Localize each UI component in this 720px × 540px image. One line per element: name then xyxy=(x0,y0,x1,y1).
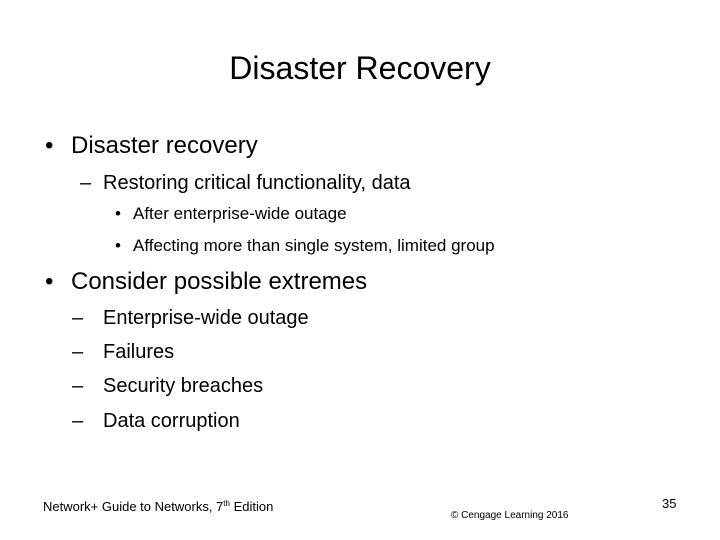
bullet-consider-extremes: Consider possible extremes xyxy=(71,268,368,295)
bullet-icon: • xyxy=(115,236,121,255)
footer-book-superscript: th xyxy=(223,499,230,508)
sub-bullet-data-corruption: Data corruption xyxy=(103,410,240,432)
dash-icon: – xyxy=(72,341,84,363)
dash-icon: – xyxy=(72,375,84,397)
bullet-icon: • xyxy=(45,268,54,295)
bullet-icon: • xyxy=(45,132,54,159)
sub-bullet-failures: Failures xyxy=(103,341,175,363)
page-number: 35 xyxy=(662,496,677,511)
sub-sub-bullet-affecting: Affecting more than single system, limited group xyxy=(133,236,495,255)
dash-icon: – xyxy=(72,410,84,432)
sub-bullet-security-breaches: Security breaches xyxy=(103,375,264,397)
footer-book-title xyxy=(43,496,273,515)
sub-bullet-enterprise-outage: Enterprise-wide outage xyxy=(103,307,309,329)
dash-icon: – xyxy=(72,307,84,329)
slide-title: Disaster Recovery xyxy=(229,50,491,86)
dash-icon: – xyxy=(80,172,92,194)
sub-sub-bullet-after-outage: After enterprise-wide outage xyxy=(133,204,347,223)
bullet-disaster-recovery: Disaster recovery xyxy=(71,132,258,159)
footer-book-suffix: Edition xyxy=(229,499,274,514)
bullet-icon: • xyxy=(115,204,121,223)
footer-copyright: © Cengage Learning 2016 xyxy=(451,510,569,521)
footer-book-text: Network+ Guide to Networks, 7 xyxy=(43,499,224,514)
sub-bullet-restoring: Restoring critical functionality, data xyxy=(103,172,411,194)
